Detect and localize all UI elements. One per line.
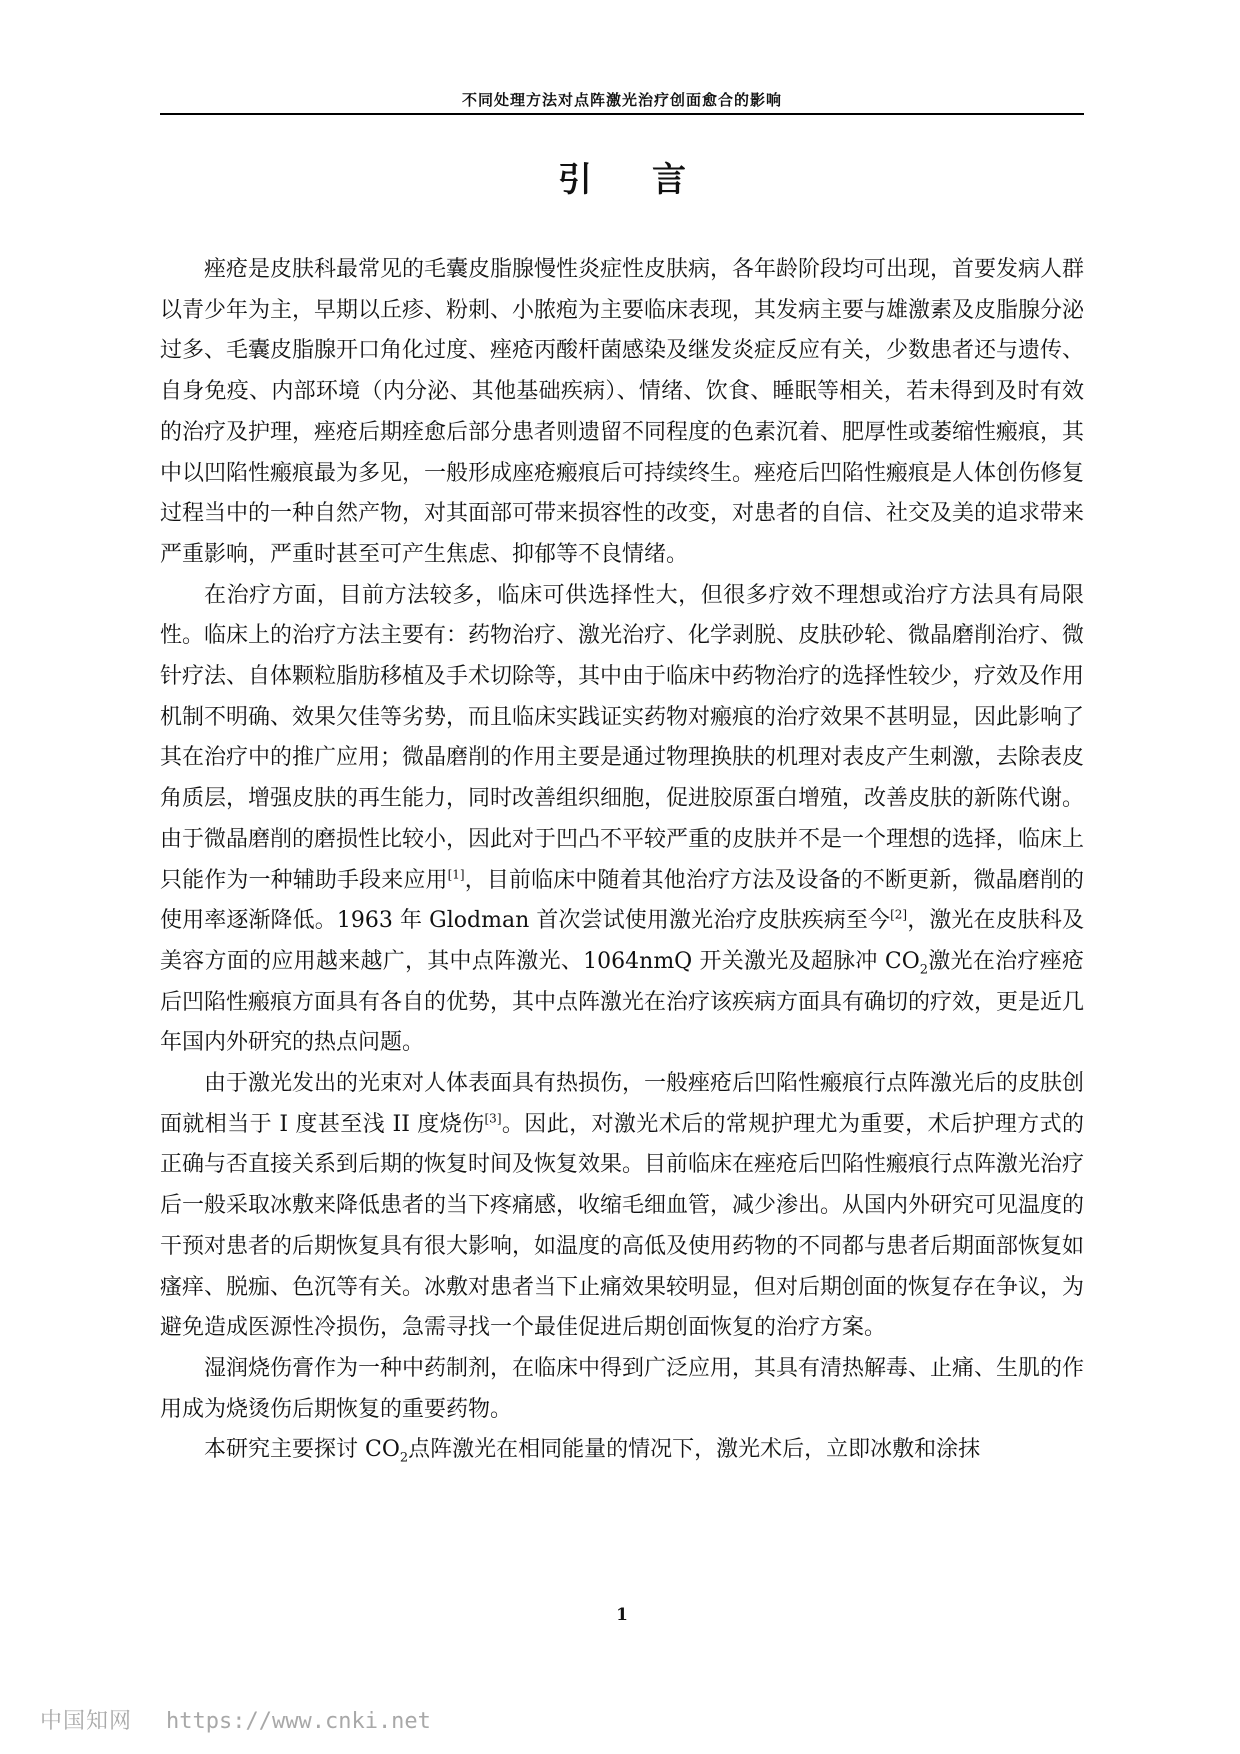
text-run: ，目前临床中随着其他治疗方法及设备的不断更新，微晶磨削的使用率逐渐降低。1963 年 Glodman 首次尝试使用激光治疗皮肤疾病至今: [160, 867, 1084, 934]
paragraph-3: [160, 1064, 1084, 1349]
header-rule: [160, 113, 1084, 115]
text-run: 痤疮是皮肤科最常见的毛囊皮脂腺慢性炎症性皮肤病，各年龄阶段均可出现，首要发病人群以青少年为主，早期以丘疹、粉刺、小脓疱为主要临床表现，其发病主要与雄激素及皮脂腺分泌过多、毛囊皮脂腺开口角化过度、痤疮丙酸杆菌感染及继发炎症反应有关，少数患者还与遗传、自身免疫、内部环境（内分泌、其他基础疾病）、情绪、饮食、睡眠等相关，若未得到及时有效的治疗及护理，痤疮后期痊愈后部分患者则遗留不同程度的色素沉着、肥厚性或萎缩性瘢痕，其中以凹陷性瘢痕最为多见，一般形成座疮瘢痕后可持续终生。痤疮后凹陷性瘢痕是人体创伤修复过程当中的一种自然产物，对其面部可带来损容性的改变，对患者的自信、社交及美的追求带来严重影响，严重时甚至可产生焦虑、抑郁等不良情绪。: [160, 257, 1085, 567]
paragraph-2: [160, 576, 1084, 1064]
text-run: 湿润烧伤膏作为一种中药制剂，在临床中得到广泛应用，其具有清热解毒、止痛、生肌的作用成为烧烫伤后期恢复的重要药物。: [160, 1355, 1085, 1422]
subscript: 2: [399, 1450, 409, 1466]
section-title: 引言: [558, 160, 746, 200]
text-run: ，激光在皮肤科及美容方面的应用越来越广，其中点阵激光、1064nmQ 开关激光及超脉冲 CO: [160, 908, 1084, 974]
subscript: 2: [919, 962, 929, 978]
text-run: 由于激光发出的光束对人体表面具有热损伤，一般痤疮后凹陷性瘢痕行点阵激光后的皮肤创面就相当于 I 度甚至浅 II 度烧伤: [160, 1071, 1085, 1137]
watermark-url: https://www.cnki.net: [166, 1709, 431, 1734]
citation-ref: [1]: [447, 867, 465, 882]
text-run: 在治疗方面，目前方法较多，临床可供选择性大，但很多疗效不理想或治疗方法具有局限性。临床上的治疗方法主要有：药物治疗、激光治疗、化学剥脱、皮肤砂轮、微晶磨削治疗、微针疗法、自体颗粒脂肪移植及手术切除等，其中由于临床中药物治疗的选择性较少，疗效及作用机制不明确、效果欠佳等劣势，而且临床实践证实药物对瘢痕的治疗效果不甚明显，因此影响了其在治疗中的推广应用；微晶磨削的作用主要是通过物理换肤的机理对表皮产生刺激，去除表皮角质层，增强皮肤的再生能力，同时改善组织细胞，促进胶原蛋白增殖，改善皮肤的新陈代谢。由于微晶磨削的磨损性比较小，因此对于凹凸不平较严重的皮肤并不是一个理想的选择，临床上只能作为一种辅助手段来应用: [160, 582, 1085, 893]
watermark-logo-text: 中国知网: [40, 1709, 133, 1734]
running-header: 不同处理方法对点阵激光治疗创面愈合的影响: [461, 91, 782, 109]
text-run: 点阵激光在相同能量的情况下，激光术后，立即冰敷和涂抹: [408, 1437, 981, 1463]
paragraph-1: [160, 250, 1084, 576]
text-run: 激光在治疗痤疮后凹陷性瘢痕方面具有各自的优势，其中点阵激光在治疗该疾病方面具有确切的疗效，更是近几年国内外研究的热点问题。: [160, 948, 1085, 1056]
text-run: 。因此，对激光术后的常规护理尤为重要，术后护理方式的正确与否直接关系到后期的恢复时间及恢复效果。目前临床在痤疮后凹陷性瘢痕行点阵激光治疗后一般采取冰敷来降低患者的当下疼痛感，收缩毛细血管，减少渗出。从国内外研究可见温度的干预对患者的后期恢复具有很大影响，如温度的高低及使用药物的不同都与患者后期面部恢复如瘙痒、脱痂、色沉等有关。冰敷对患者当下止痛效果较明显，但对后期创面的恢复存在争议，为避免造成医源性冷损伤，急需寻找一个最佳促进后期创面恢复的治疗方案。: [160, 1111, 1085, 1341]
citation-ref: [3]: [484, 1111, 502, 1126]
cnki-watermark: [40, 1707, 480, 1737]
paragraph-5: [160, 1430, 1084, 1471]
text-run: 本研究主要探讨 CO: [204, 1437, 400, 1463]
page-number: 1: [616, 1605, 628, 1625]
paragraph-4: [160, 1349, 1084, 1430]
body-text: [160, 250, 1084, 1471]
citation-ref: [2]: [890, 907, 908, 922]
